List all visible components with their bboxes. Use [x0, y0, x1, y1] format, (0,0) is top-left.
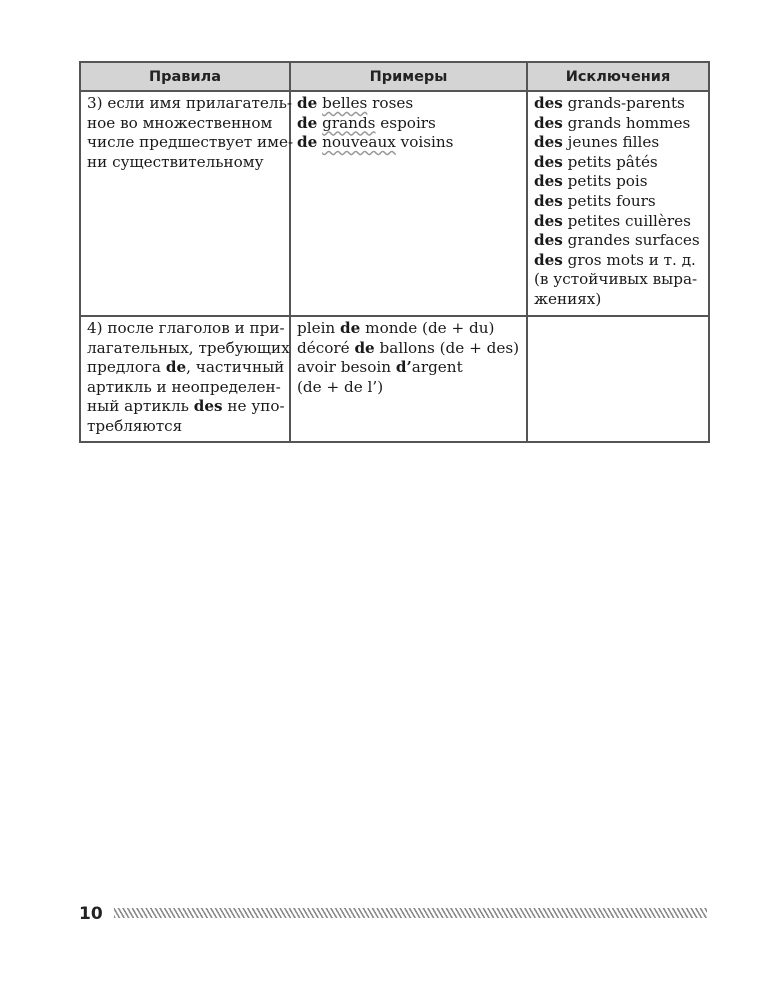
exception-line: [534, 192, 702, 212]
rule-line: [87, 397, 283, 417]
exception-text: grandes surfaces: [562, 231, 700, 250]
article-bold: des: [534, 152, 563, 171]
rule-text: требляются: [87, 416, 183, 435]
rule-bold: de: [165, 358, 187, 377]
rule-cell: [80, 316, 290, 442]
exception-text: (в устойчивых выра-: [534, 270, 698, 289]
example-text: (de + de l’): [297, 377, 384, 396]
article-bold: des: [534, 191, 563, 210]
exception-line: [534, 270, 702, 290]
article-bold: des: [534, 211, 563, 230]
example-line: [297, 378, 520, 398]
example-text: plein: [297, 319, 341, 337]
example-line: [297, 94, 520, 114]
example-text: argent: [411, 358, 463, 377]
rule-text: 4) после глаголов и при-: [87, 319, 285, 337]
rule-text: лагательных, требующих: [87, 338, 290, 357]
rule-line: [87, 358, 283, 378]
exception-line: [534, 114, 702, 134]
examples-cell: [290, 91, 527, 316]
article-bold: d’: [395, 358, 412, 377]
article-bold: de: [354, 338, 375, 357]
noun-text: voisins: [395, 133, 454, 152]
rule-text: артикль и неопределен-: [87, 377, 281, 396]
rule-line: ни существительному: [87, 152, 264, 171]
exception-line: [534, 133, 702, 153]
exception-line: [534, 290, 702, 310]
rule-line: [87, 378, 283, 398]
article-bold: des: [534, 250, 563, 269]
article-bold: des: [534, 172, 563, 191]
example-line: [297, 339, 520, 359]
article-bold: des: [534, 113, 563, 132]
rule-line: 3) если имя прилагатель-: [87, 94, 292, 112]
example-text: ballons (de + des): [374, 338, 520, 357]
article-bold: des: [534, 231, 563, 250]
example-line: [297, 114, 520, 134]
adjective-word: belles: [322, 94, 368, 112]
header-rules: Правила: [80, 62, 290, 91]
rule-line: [87, 417, 283, 437]
article-bold: de: [297, 133, 318, 152]
exceptions-cell-empty: [527, 316, 709, 442]
rule-line: [87, 338, 290, 359]
example-line: [297, 133, 520, 153]
article-bold: de: [340, 319, 361, 337]
table-header-row: [80, 62, 709, 91]
article-bold: des: [534, 133, 563, 152]
exception-line: [534, 251, 702, 271]
noun-text: roses: [367, 94, 414, 112]
exception-text: жениях): [534, 289, 602, 308]
rules-table: [79, 61, 710, 443]
article-bold: de: [297, 94, 318, 112]
header-exceptions: Исключения: [527, 62, 709, 91]
exception-line: [534, 231, 702, 251]
table-row: [80, 91, 709, 316]
example-text: monde (de + du): [360, 319, 495, 337]
table-row: [80, 316, 709, 442]
exception-text: petites cuillères: [562, 211, 691, 230]
exception-text: petits pâtés: [562, 152, 658, 171]
example-text: décoré: [297, 338, 355, 357]
exceptions-cell: [527, 91, 709, 316]
page-number: 10: [79, 904, 103, 924]
examples-cell: [290, 316, 527, 442]
rule-text: не упо-: [222, 397, 285, 416]
example-line: [297, 319, 520, 339]
rule-bold: des: [193, 397, 223, 416]
article-bold: de: [297, 113, 318, 132]
rule-text: предлога: [87, 358, 166, 377]
exception-text: grands hommes: [562, 113, 691, 132]
example-line: [297, 358, 520, 378]
exception-text: petits pois: [562, 172, 648, 191]
rule-line: числе предшествует име-: [87, 133, 294, 152]
rule-line: [87, 319, 283, 339]
article-bold: des: [534, 94, 563, 112]
exception-line: [534, 212, 702, 232]
rule-cell: [80, 91, 294, 316]
example-text: avoir besoin: [297, 358, 396, 377]
exception-line: [534, 94, 702, 114]
exception-line: [534, 172, 702, 192]
exception-text: petits fours: [562, 191, 656, 210]
exception-text: gros mots и т. д.: [562, 250, 696, 269]
rule-text: ный артикль: [87, 397, 194, 416]
rule-line: ное во множественном: [87, 113, 273, 132]
exception-line: [534, 153, 702, 173]
noun-text: espoirs: [375, 113, 436, 132]
exception-text: grands-parents: [562, 94, 685, 112]
rule-text: , частичный: [186, 358, 285, 377]
header-examples: Примеры: [290, 62, 527, 91]
adjective-word: nouveaux: [322, 133, 396, 152]
decorative-hatch-bar: [114, 908, 707, 918]
adjective-word: grands: [322, 113, 376, 132]
exception-text: jeunes filles: [562, 133, 660, 152]
